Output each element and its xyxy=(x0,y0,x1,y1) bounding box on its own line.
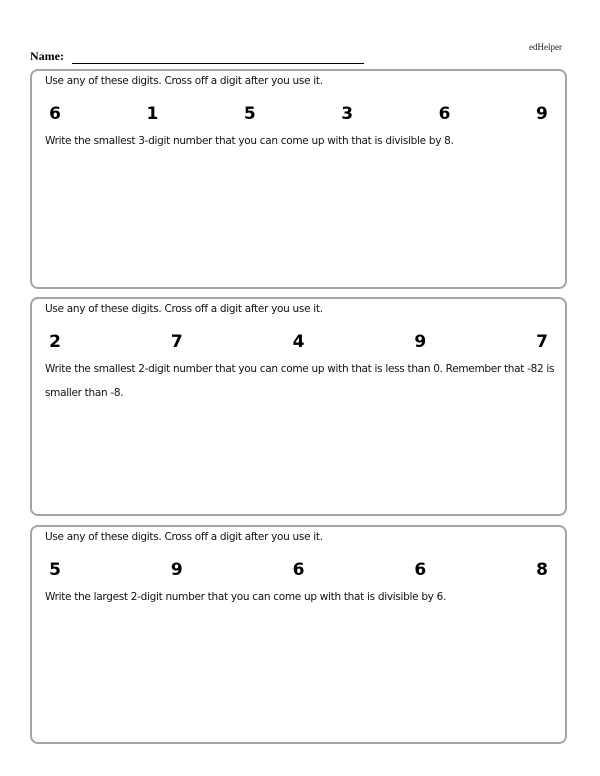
question-text: Write the largest 2-digit number that you can come up with that is divisible by 6. xyxy=(45,591,447,603)
digit[interactable]: 6 xyxy=(438,104,451,124)
brand-label: edHelper xyxy=(529,42,562,52)
name-label: Name: xyxy=(30,49,64,63)
digit[interactable]: 3 xyxy=(341,104,354,124)
digit[interactable]: 6 xyxy=(414,560,427,580)
problem-box-2 xyxy=(30,297,567,516)
digit[interactable]: 7 xyxy=(170,332,183,352)
digit[interactable]: 6 xyxy=(49,104,61,124)
instruction-text: Use any of these digits. Cross off a digit after you use it. xyxy=(45,303,323,315)
question-text: Write the smallest 2-digit number that you can come up with that is less than 0. Remember that -82 is smaller than -8. xyxy=(45,363,555,399)
question-text: Write the smallest 3-digit number that you can come up with that is divisible by 8. xyxy=(45,135,454,147)
digit[interactable]: 2 xyxy=(49,332,61,352)
name-row xyxy=(30,49,364,64)
problem-box-1 xyxy=(30,69,567,289)
digit-row xyxy=(48,332,549,352)
digit[interactable]: 9 xyxy=(170,560,183,580)
instruction-text: Use any of these digits. Cross off a digit after you use it. xyxy=(45,75,323,87)
problem-box-3 xyxy=(30,525,567,744)
digit[interactable]: 5 xyxy=(49,560,61,580)
digit-row xyxy=(48,104,549,124)
digit[interactable]: 7 xyxy=(536,332,548,352)
digit[interactable]: 9 xyxy=(414,332,427,352)
instruction-text: Use any of these digits. Cross off a digit after you use it. xyxy=(45,531,323,543)
digit[interactable]: 8 xyxy=(536,560,548,580)
digit-row xyxy=(48,560,549,580)
digit[interactable]: 4 xyxy=(292,332,305,352)
digit[interactable]: 1 xyxy=(146,104,159,124)
digit[interactable]: 6 xyxy=(292,560,305,580)
digit[interactable]: 9 xyxy=(536,104,548,124)
digit[interactable]: 5 xyxy=(243,104,256,124)
name-input-line[interactable] xyxy=(72,51,364,64)
